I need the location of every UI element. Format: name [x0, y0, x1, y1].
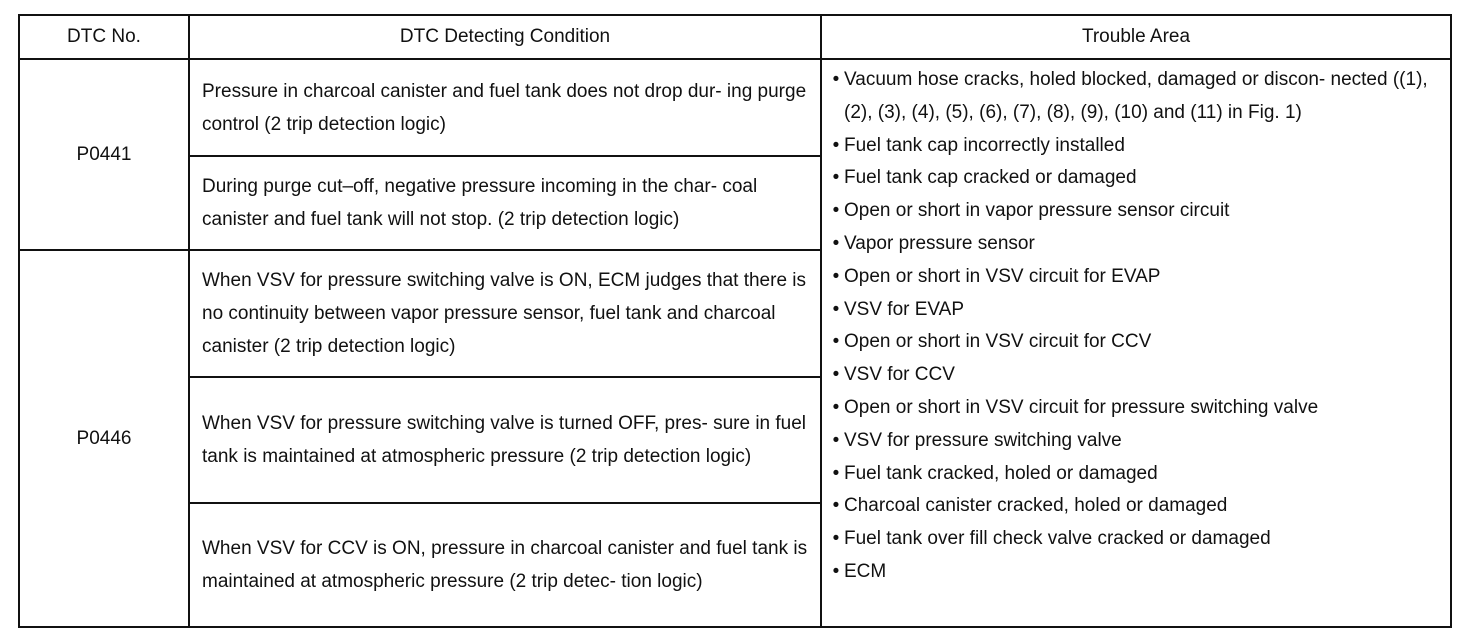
header-dtc-no: DTC No. [19, 15, 189, 59]
list-item: • Fuel tank cap cracked or damaged [832, 167, 1137, 189]
list-item: • VSV for CCV [832, 364, 955, 386]
condition-cell: When VSV for pressure switching valve is ON, ECM judges that there is no continuity between vapor pressure sensor, fuel tank and charcoal canister (2 trip detection logic) [189, 250, 821, 377]
list-item: • VSV for EVAP [832, 298, 965, 320]
list-item: • Vacuum hose cracks, holed blocked, damaged or discon- nected ((1), (2), (3), (4), (5), (6), (7), (8), (9), (10) and (11) in Fig. 1) [832, 69, 1428, 123]
trouble-area-cell [821, 59, 1451, 627]
list-item: • Open or short in VSV circuit for pressure switching valve [832, 396, 1319, 418]
header-row [19, 15, 1451, 59]
list-item: • Open or short in VSV circuit for EVAP [832, 265, 1161, 287]
list-item: • VSV for pressure switching valve [832, 429, 1122, 451]
dtc-code-cell: P0441 [19, 59, 189, 250]
list-item: • Fuel tank cap incorrectly installed [832, 134, 1125, 156]
list-item: • Fuel tank cracked, holed or damaged [832, 462, 1158, 484]
list-item: • Charcoal canister cracked, holed or damaged [832, 495, 1228, 517]
dtc-table [18, 14, 1452, 628]
dtc-code-cell: P0446 [19, 250, 189, 627]
condition-cell: Pressure in charcoal canister and fuel tank does not drop dur- ing purge control (2 trip detection logic) [189, 59, 821, 156]
condition-cell: During purge cut–off, negative pressure incoming in the char- coal canister and fuel tank will not stop. (2 trip detection logic) [189, 156, 821, 250]
list-item: • Open or short in VSV circuit for CCV [832, 331, 1152, 353]
list-item: • Fuel tank over fill check valve cracked or damaged [832, 528, 1271, 550]
condition-cell: When VSV for CCV is ON, pressure in charcoal canister and fuel tank is maintained at atmospheric pressure (2 trip detec- tion logic) [189, 503, 821, 627]
trouble-area-list [828, 64, 1444, 589]
table-row [19, 59, 1451, 156]
header-trouble-area: Trouble Area [821, 15, 1451, 59]
condition-cell: When VSV for pressure switching valve is turned OFF, pres- sure in fuel tank is maintained at atmospheric pressure (2 trip detection logic) [189, 377, 821, 503]
list-item: • Vapor pressure sensor [832, 232, 1035, 254]
list-item: • ECM [832, 560, 887, 582]
header-detecting-condition: DTC Detecting Condition [189, 15, 821, 59]
list-item: • Open or short in vapor pressure sensor circuit [832, 200, 1230, 222]
